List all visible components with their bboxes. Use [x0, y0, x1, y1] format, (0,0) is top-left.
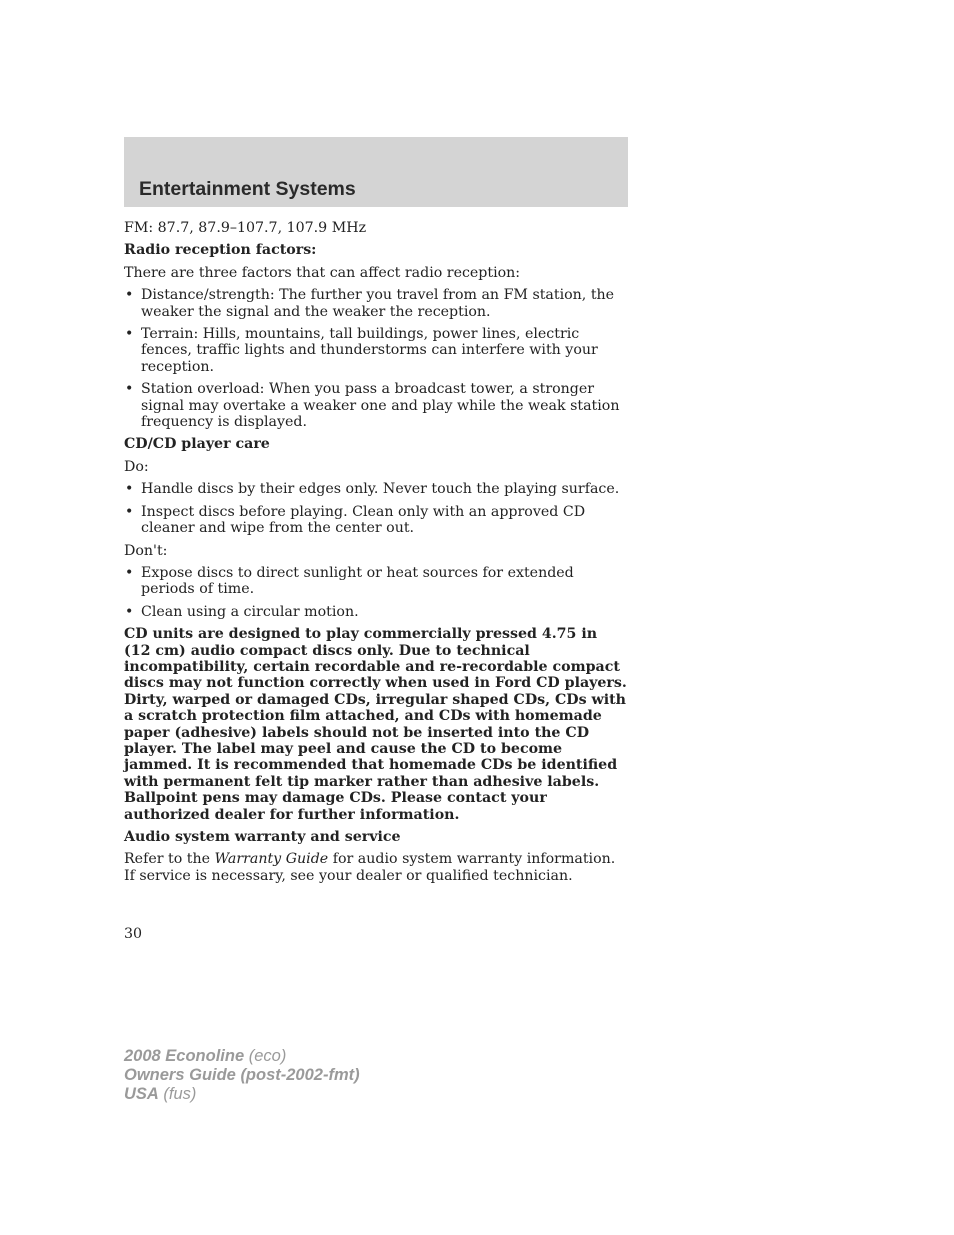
warranty-text-pre: Refer to the: [124, 851, 215, 868]
reception-heading: Radio reception factors:: [124, 242, 317, 259]
footer-line-guide: [124, 1066, 360, 1085]
warranty-text-post: for audio system warranty information. If service is necessary, see your dealer or qualified technician.: [124, 851, 616, 884]
footer-region-code: (fus): [158, 1085, 197, 1103]
footer-model-code: (eco): [244, 1047, 287, 1065]
page-number: 30: [124, 926, 143, 942]
warranty-guide-title: Warranty Guide: [214, 851, 329, 868]
list-item-text: Expose discs to direct sunlight or heat sources for extended periods of time.: [141, 564, 574, 598]
footer-model: 2008 Econoline: [124, 1047, 245, 1065]
dont-label: Don't:: [124, 542, 168, 559]
reception-list: [124, 287, 628, 430]
list-item: [124, 565, 628, 598]
list-item-text: Clean using a circular motion.: [141, 603, 359, 620]
list-item: [124, 287, 628, 320]
document-footer: [124, 1047, 360, 1104]
warranty-paragraph: [124, 851, 628, 884]
bullet-icon: •: [125, 326, 134, 343]
cd-care-heading: CD/CD player care: [124, 436, 270, 453]
list-item: [124, 504, 628, 537]
list-item-text: Station overload: When you pass a broadcast tower, a stronger signal may overtake a weaker one and play while the weak station frequency is displayed.: [141, 381, 620, 431]
footer-guide: Owners Guide (post-2002-fmt): [124, 1066, 360, 1084]
list-item: [124, 604, 628, 620]
fm-frequency-line: FM: 87.7, 87.9–107.7, 107.9 MHz: [124, 220, 367, 236]
list-item-text: Distance/strength: The further you travel from an FM station, the weaker the signal and the weaker the reception.: [141, 287, 615, 320]
reception-intro: There are three factors that can affect radio reception:: [124, 264, 521, 281]
list-item: [124, 381, 628, 430]
footer-region: USA: [124, 1085, 159, 1103]
footer-line-model: [124, 1047, 360, 1066]
list-item-text: Handle discs by their edges only. Never touch the playing surface.: [141, 481, 620, 498]
list-item: [124, 481, 628, 497]
section-title: Entertainment Systems: [139, 178, 356, 200]
footer-line-region: [124, 1085, 360, 1104]
bullet-icon: •: [125, 287, 134, 304]
bullet-icon: •: [125, 503, 134, 520]
warranty-heading: Audio system warranty and service: [124, 829, 401, 845]
bullet-icon: •: [125, 381, 134, 398]
list-item: [124, 326, 628, 375]
page-content: [124, 220, 628, 890]
bullet-icon: •: [125, 481, 134, 498]
list-item-text: Inspect discs before playing. Clean only with an approved CD cleaner and wipe from the center out.: [141, 503, 586, 537]
do-label: Do:: [124, 458, 149, 475]
bullet-icon: •: [125, 603, 134, 620]
bullet-icon: •: [125, 564, 134, 581]
list-item-text: Terrain: Hills, mountains, tall buildings, power lines, electric fences, traffic lights and thunderstorms can interfere with your reception.: [141, 326, 598, 375]
dont-list: [124, 565, 628, 620]
do-list: [124, 481, 628, 536]
cd-warning-paragraph: CD units are designed to play commercially pressed 4.75 in (12 cm) audio compact discs only. Due to technical incompatibility, certain recordable and re-recordable compact discs may not function correctly when used in Ford CD players. Dirty, warped or damaged CDs, irregular shaped CDs, CDs with a scratch protection film attached, and CDs with homemade paper (adhesive) labels should not be inserted into the CD player. The label may peel and cause the CD to become jammed. It is recommended that homemade CDs be identified with permanent felt tip marker rather than adhesive labels. Ballpoint pens may damage CDs. Please contact your authorized dealer for further information.: [124, 626, 627, 823]
section-header-band: [124, 137, 628, 207]
